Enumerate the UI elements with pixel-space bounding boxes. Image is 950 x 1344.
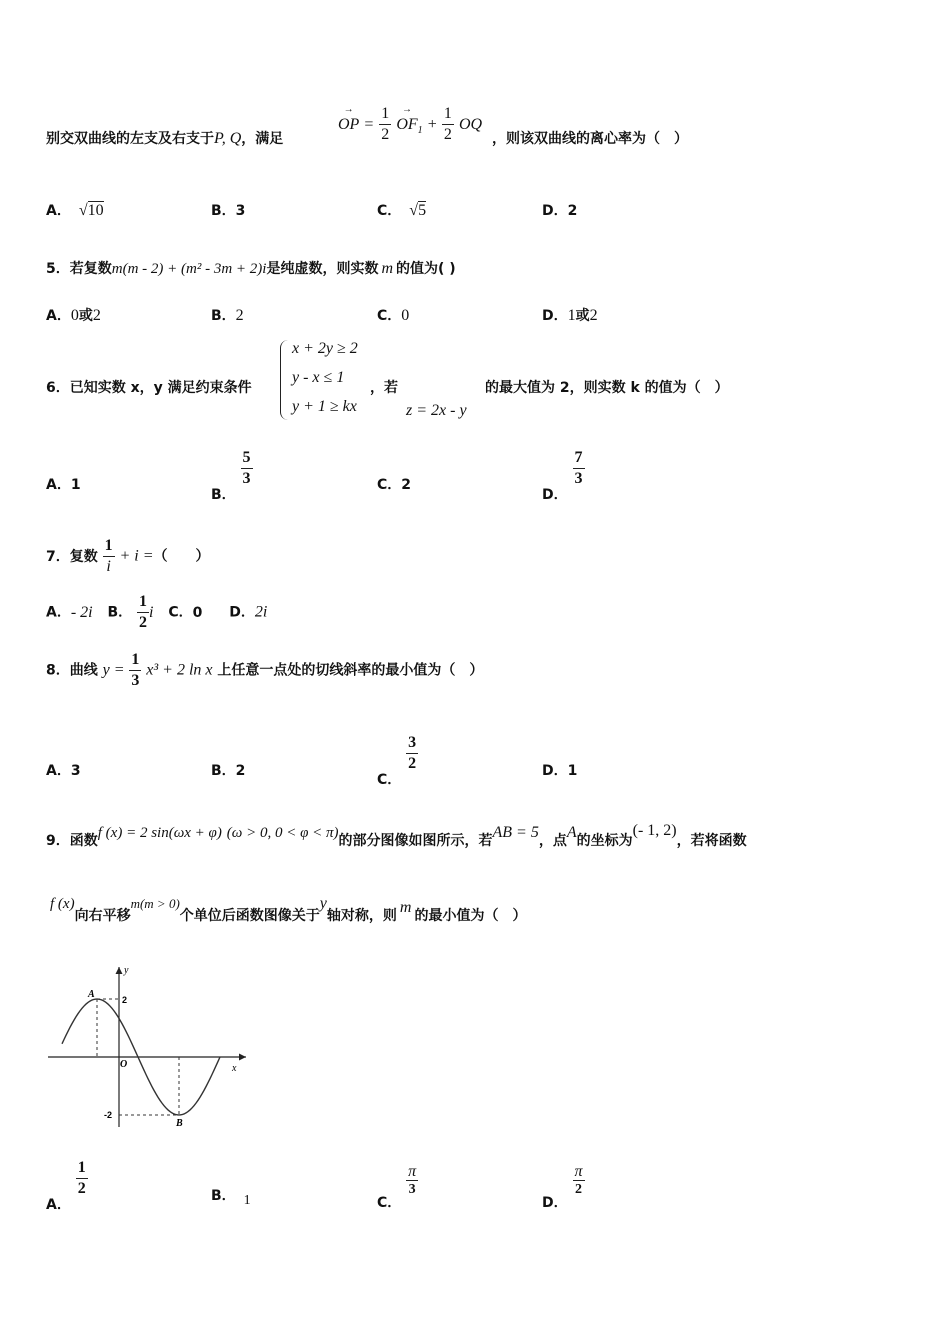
q6-option-b: B． $\frac{5}{3}$ — [211, 449, 251, 503]
q6-option-a: A．1 — [46, 477, 81, 493]
q4-option-d: D．2 — [542, 203, 578, 219]
q4-option-c: C． √5 — [377, 202, 427, 219]
q5-text: 5．若复数m(m - 2) + (m² - 3m + 2)i是纯虚数，则实数 m 的值为( ) — [46, 260, 456, 277]
q9-option-d: D． $\frac{\pi}{2}$ — [542, 1163, 583, 1211]
q6-text: 6．已知实数 x，y 满足约束条件 — [46, 380, 252, 396]
q6-objective: z = 2x - y — [406, 402, 467, 419]
point-a-label: A — [88, 989, 95, 1000]
q4-equation: → OP = $\frac{1}{2}$ → $OF_1$ + $\frac{1}{2}$ OQ — [338, 104, 482, 145]
q9-sine-graph — [40, 955, 260, 1140]
q5-option-a: A．0或2 — [46, 307, 101, 324]
q8-option-b: B．2 — [211, 763, 246, 779]
x-label: x — [232, 1063, 237, 1074]
q6-question-end: 的最大值为 2，则实数 k 的值为（ ） — [485, 380, 729, 396]
q8-text: 8．曲线 y = $\frac{1}{3}$ x³ + 2 ln x 上任意一点处的切线斜率的最小值为（ ） — [46, 651, 484, 689]
q9-text-line2: f (x)向右平移m(m > 0)个单位后函数图像关于y轴对称，则 m 的最小值为（ ） — [50, 895, 527, 924]
q4-option-a: A． √10 — [46, 202, 104, 219]
q6-constraint-1: x + 2y ≥ 2 — [292, 340, 358, 357]
q6-constraint-2: y - x ≤ 1 — [292, 369, 345, 386]
q9-text-line1: 9．函数f (x) = 2 sin(ωx + φ) (ω > 0, 0 < φ < π)的部分图像如图所示，若AB = 5，点A的坐标为(- 1, 2)，若将函数 — [46, 822, 747, 849]
q5-option-c: C．0 — [377, 307, 410, 324]
q4-option-b: B．3 — [211, 203, 246, 219]
q6-option-d: D． $\frac{7}{3}$ — [542, 449, 583, 503]
y-tick-bottom: -2 — [104, 1110, 113, 1120]
q6-option-c: C．2 — [377, 477, 412, 493]
point-b-label: B — [176, 1118, 183, 1129]
y-label: y — [124, 965, 129, 976]
origin-label: O — [120, 1059, 128, 1070]
q8-option-d: D．1 — [542, 763, 578, 779]
q8-option-a: A．3 — [46, 763, 81, 779]
q9-option-c: C． $\frac{\pi}{3}$ — [377, 1163, 417, 1211]
q5-option-b: B．2 — [211, 307, 244, 324]
q9-option-a: A． $\frac{1}{2}$ — [46, 1159, 86, 1213]
q9-option-b: B． 1 — [211, 1188, 251, 1208]
q4-text: 别交双曲线的左支及右支于P, Q，满足 — [46, 130, 284, 147]
q6-if: ，若 — [370, 380, 398, 396]
q8-option-c: C． $\frac{3}{2}$ — [377, 734, 417, 788]
q6-constraint-3: y + 1 ≥ kx — [292, 398, 357, 415]
q4-question-end: ，则该双曲线的离心率为（ ） — [492, 131, 688, 147]
q7-text: 7．复数 $\frac{1}{i}$ + i =（ ） — [46, 537, 210, 575]
y-tick-top: 2 — [122, 995, 128, 1005]
q5-option-d: D．1或2 — [542, 307, 598, 324]
q7-options: A．- 2i B． $\frac{1}{2}$ i C．0 D．2i — [46, 593, 268, 631]
